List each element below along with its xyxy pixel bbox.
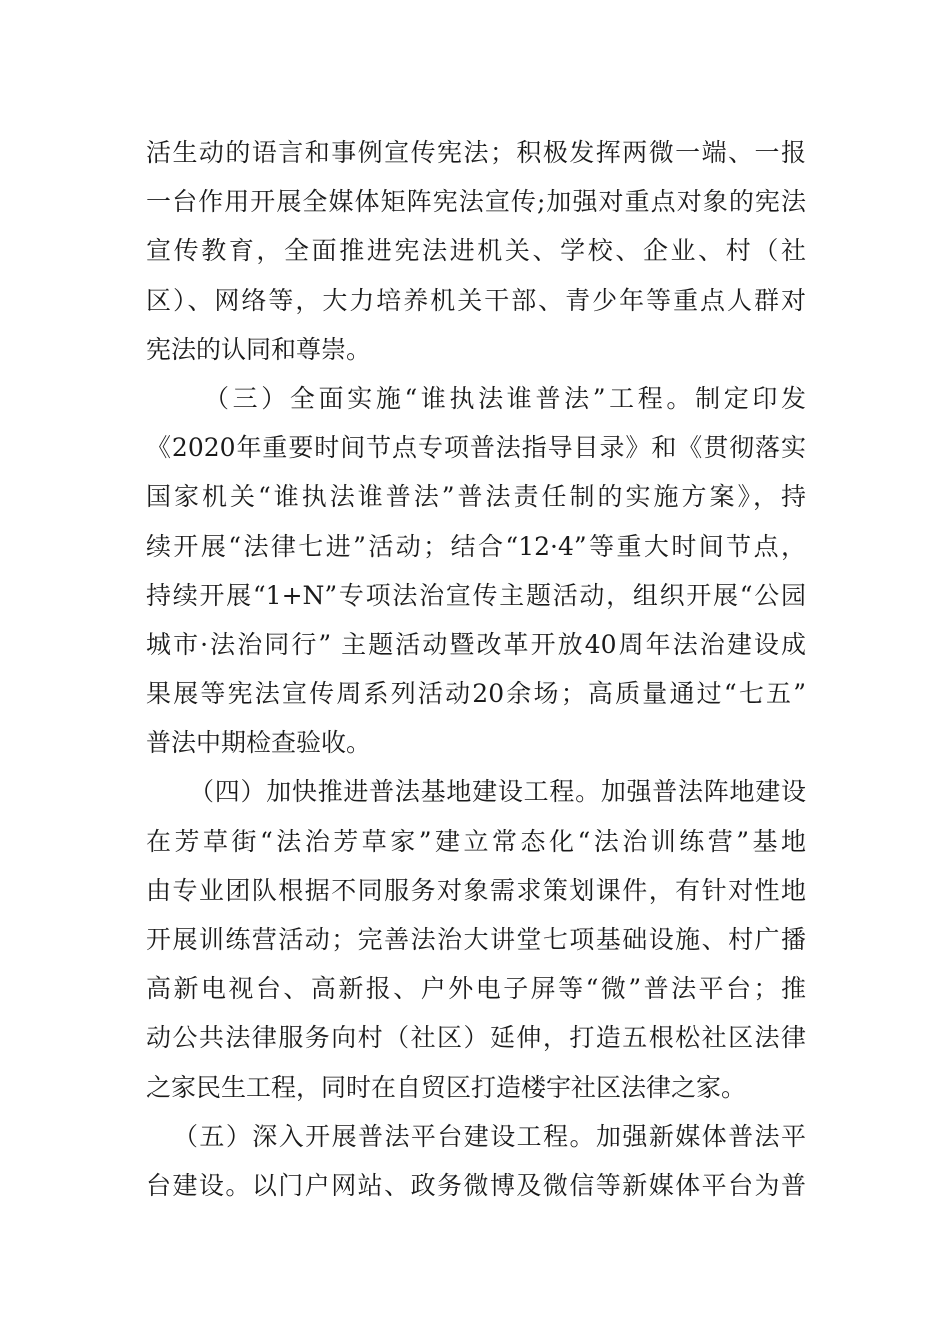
text-line: 续开展“法律七进”活动；结合“12·4”等重大时间节点，	[146, 531, 806, 561]
text-line: 普法中期检查验收。	[146, 728, 372, 758]
section-heading-line: （四）加快推进普法基地建设工程。加强普法阵地建设	[189, 777, 806, 807]
text-line: 活生动的语言和事例宣传宪法；积极发挥两微一端、一报	[146, 138, 806, 167]
text-line: 区）、网络等，大力培养机关干部、青少年等重点人群对	[146, 285, 806, 315]
section-heading-line: （三）全面实施“谁执法谁普法”工程。制定印发	[204, 383, 806, 413]
text-line: 宪法的认同和尊崇。	[146, 334, 372, 364]
text-line: 台建设。以门户网站、政务微博及微信等新媒体平台为普	[146, 1170, 806, 1200]
text-line: 开展训练营活动；完善法治大讲堂七项基础设施、村广播	[146, 925, 806, 954]
text-line: 果展等宪法宣传周系列活动20余场；高质量通过“七五”	[146, 679, 806, 709]
text-line: 动公共法律服务向村（社区）延伸，打造五根松社区法律	[146, 1023, 806, 1053]
text-line: 之家民生工程，同时在自贸区打造楼宇社区法律之家。	[146, 1072, 747, 1102]
text-line: 由专业团队根据不同服务对象需求策划课件，有针对性地	[146, 875, 806, 905]
text-line: 持续开展“1+N”专项法治宣传主题活动，组织开展“公园	[146, 580, 806, 610]
document-body	[146, 128, 806, 1210]
text-line: 在芳草街“法治芳草家”建立常态化“法治训练营”基地	[146, 826, 806, 856]
text-line: 宣传教育，全面推进宪法进机关、学校、企业、村（社	[146, 236, 806, 266]
text-line: 国家机关“谁执法谁普法”普法责任制的实施方案》，持	[146, 482, 806, 512]
text-line: 一台作用开展全媒体矩阵宪法宣传;加强对重点对象的宪法	[146, 187, 806, 217]
section-heading-line: （五）深入开展普法平台建设工程。加强新媒体普法平	[173, 1121, 806, 1151]
text-line: 《2020年重要时间节点专项普法指导目录》和《贯彻落实	[146, 433, 806, 463]
text-line: 高新电视台、高新报、户外电子屏等“微”普法平台；推	[146, 974, 806, 1004]
text-line: 城市·法治同行” 主题活动暨改革开放40周年法治建设成	[146, 629, 806, 659]
